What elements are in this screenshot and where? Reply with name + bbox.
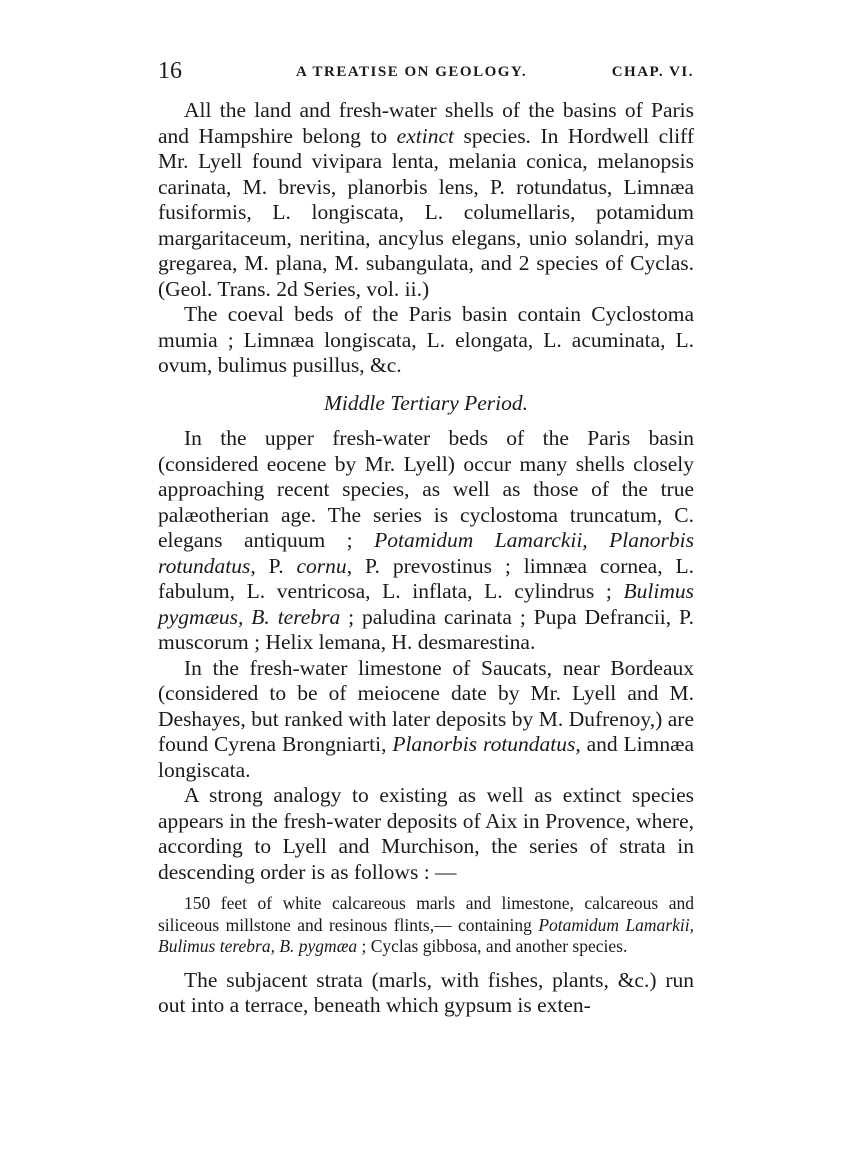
paragraph-saucats-limestone: In the fresh-water limestone of Saucats, near Bordeaux (considered to be of meiocene date by Mr. Lyell and M. Deshayes, but ranked with later deposits by M. Dufrenoy,) are found Cyrena Brongniarti, Planorbis rotundatus, and Limnæa longiscata. bbox=[158, 655, 694, 782]
page-number: 16 bbox=[158, 58, 182, 84]
page-header bbox=[158, 58, 694, 88]
paragraph-aix-deposits: A strong analogy to existing as well as extinct species appears in the fresh-water deposits of Aix in Provence, where, according to Lyell and Murchison, the series of strata in descending order is as follows : — bbox=[158, 783, 694, 884]
running-title: A TREATISE ON GEOLOGY. bbox=[296, 64, 528, 80]
paragraph-subjacent-strata: The subjacent strata (marls, with fishes, plants, &c.) run out into a terrace, beneath which gypsum is exten- bbox=[158, 967, 694, 1017]
section-title: Middle Tertiary Period. bbox=[323, 390, 529, 415]
paragraph-paris-coeval-beds: The coeval beds of the Paris basin contain Cyclostoma mumia ; Limnæa longiscata, L. elongata, L. acuminata, L. ovum, bulimus pusillus, &c. bbox=[158, 302, 694, 377]
chapter-label: CHAP. VI. bbox=[611, 64, 694, 80]
strata-note: 150 feet of white calcareous marls and limestone, calcareous and siliceous millstone and resinous flints,— containing Potamidum Lamarkii, Bulimus terebra, B. pygmæa ; Cyclas gibbosa, and another species. bbox=[158, 893, 694, 956]
page-body bbox=[158, 98, 694, 1019]
paragraph-upper-fresh-water-beds: In the upper fresh-water beds of the Paris basin (considered eocene by Mr. Lyell) occur many shells closely approaching recent species, as well as those of the true palæotherian age. The series is cyclostoma truncatum, C. elegans antiquum ; Potamidum Lamarckii, Planorbis rotundatus, P. cornu, P. prevostinus ; limnæa cornea, L. fabulum, L. ventricosa, L. inflata, L. cylindrus ; Bulimus pygmæus, B. terebra ; paludina carinata ; Pupa Defrancii, P. muscorum ; Helix lemana, H. desmarestina. bbox=[158, 426, 694, 654]
paragraph-hampshire-shells: All the land and fresh-water shells of the basins of Paris and Hampshire belong to extinct species. In Hordwell cliff Mr. Lyell found vivipara lenta, melania conica, melanopsis carinata, M. brevis, planorbis lens, P. rotundatus, Limnæa fusiformis, L. longiscata, L. columellaris, potamidum margaritaceum, neritina, ancylus elegans, unio solandri, mya gregarea, M. plana, M. subangulata, and 2 species of Cyclas. (Geol. Trans. 2d Series, vol. ii.) bbox=[158, 98, 694, 301]
